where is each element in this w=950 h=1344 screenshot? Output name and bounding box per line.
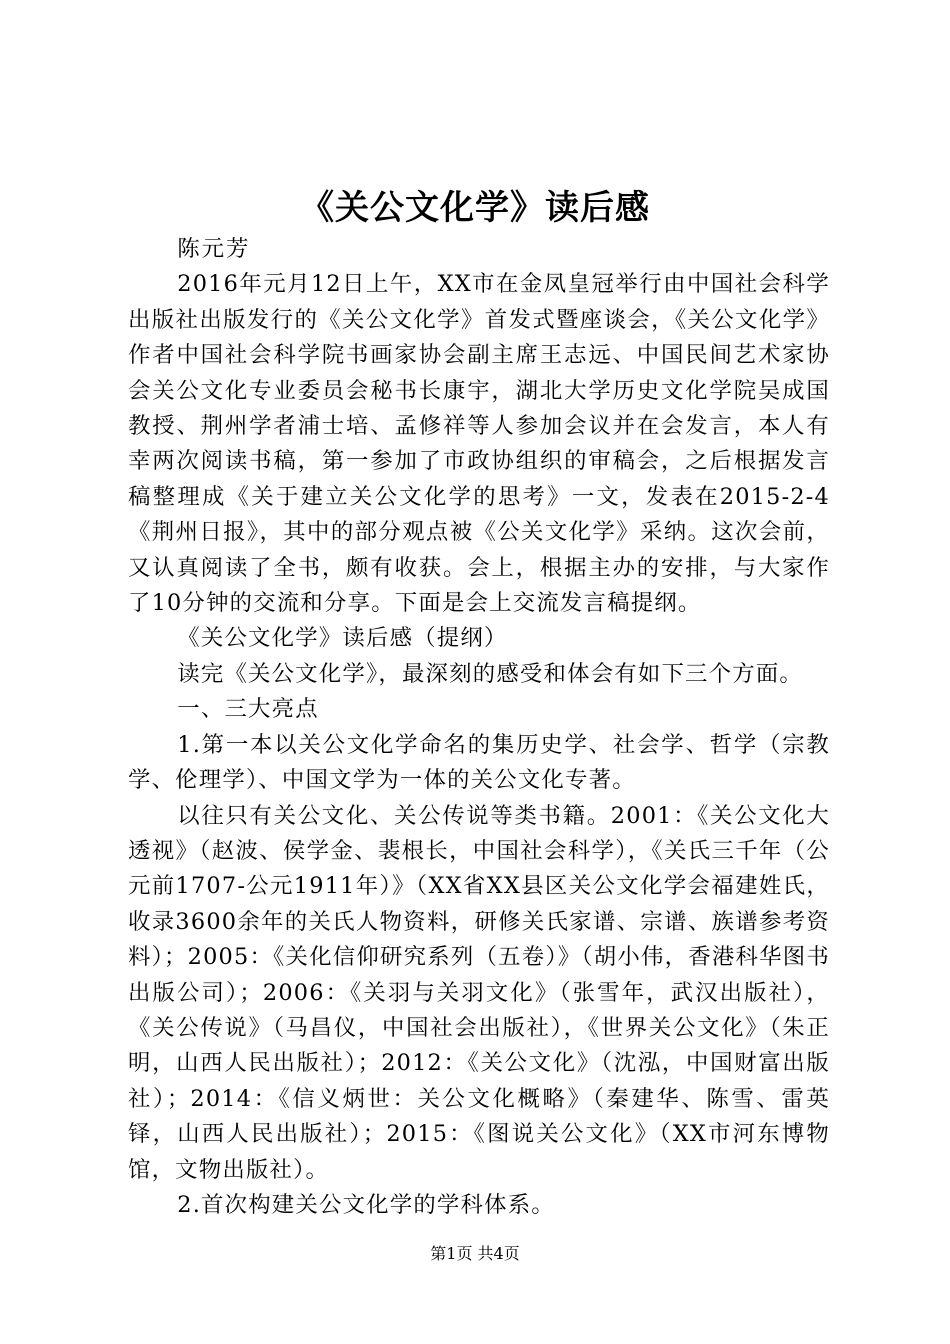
author-name: 陈元芳 [177, 236, 251, 262]
highlight-item-1: 1.第一本以关公文化学命名的集历史学、社会学、哲学（宗教学、伦理学）、中国文学为一体的关公文化专著。 [128, 731, 830, 794]
page-footer: 第1页 共4页 [430, 1244, 520, 1263]
intro-paragraph: 2016年元月12日上午，XX市在金凤皇冠举行由中国社会科学出版社出版发行的《关公文化学》首发式暨座谈会，《关公文化学》作者中国社会科学院书画家协会副主席王志远、中国民间艺术家协会关公文化专业委员会秘书长康宇，湖北大学历史文化学院吴成国教授、荆州学者浦士培、孟修祥等人参加会议并在会发言，本人有幸两次阅读书稿，第一参加了市政协组织的审稿会，之后根据发言稿整理成《关于建立关公文化学的思考》一文，发表在2015-2-4《荆州日报》，其中的部分观点被《公关文化学》采纳。这次会前，又认真阅读了全书，颇有收获。会上，根据主办的安排，与大家作了10分钟的交流和分享。下面是会上交流发言稿提纲。 [128, 271, 830, 617]
section-heading-highlights: 一、三大亮点 [177, 696, 319, 723]
bibliography-paragraph: 以往只有关公文化、关公传说等类书籍。2001：《关公文化大透视》（赵波、侯学金、裴根长，中国社会科学），《关氏三千年（公元前1707-公元1911年）》（XX省XX县区关公文化学会福建姓氏，收录3600余年的关氏人物资料，研修关氏家谱、宗谱、族谱参考资料）；2005：《关化信仰研究系列（五卷）》（胡小伟，香港科华图书出版公司）；2006：《关羽与关羽文化》（张雪年，武汉出版社），《关公传说》（马昌仪，中国社会出版社），《世界关公文化》（朱正明，山西人民出版社）；2012：《关公文化》（沈泓，中国财富出版社）；2014：《信义炳世：关公文化概略》（秦建华、陈雪、雷英铎，山西人民出版社）；2015：《图说关公文化》（XX市河东博物馆，文物出版社）。 [128, 802, 830, 1183]
document-body [128, 232, 830, 1223]
summary-paragraph: 读完《关公文化学》，最深刻的感受和体会有如下三个方面。 [177, 660, 804, 687]
highlight-item-2: 2.首次构建关公文化学的学科体系。 [177, 1191, 555, 1218]
outline-heading: 《关公文化学》读后感（提纲） [177, 625, 508, 652]
document-title: 《关公文化学》读后感 [300, 188, 650, 228]
